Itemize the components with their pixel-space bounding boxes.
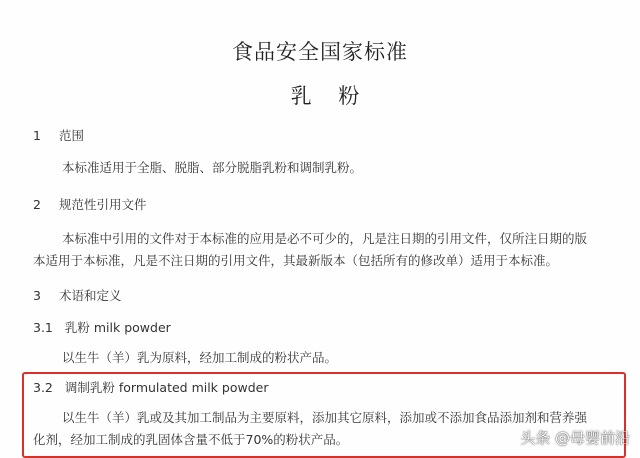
section-3-2-heading [33, 378, 268, 396]
section-1-heading [33, 126, 84, 144]
section-2-number: 2 [33, 197, 41, 212]
section-3-2-body-line-2: 化剂，经加工制成的乳固体含量不低于70%的粉状产品。 [33, 432, 349, 447]
section-3-1-heading [33, 318, 171, 336]
document-title: 食品安全国家标准 [232, 40, 408, 64]
section-3-1-title: 乳粉 milk powder [64, 320, 171, 335]
section-3-1-body: 以生牛（羊）乳为原料，经加工制成的粉状产品。 [62, 350, 338, 365]
section-3-2-number: 3.2 [33, 380, 53, 395]
section-2-body-line-1: 本标准中引用的文件对于本标准的应用是必不可少的，凡是注日期的引用文件，仅所注日期的版 [62, 231, 588, 246]
section-3-1-number: 3.1 [33, 320, 53, 335]
document-subtitle: 乳 粉 [290, 84, 370, 108]
section-2-title: 规范性引用文件 [59, 197, 147, 212]
section-3-number: 3 [33, 288, 41, 303]
section-1-body: 本标准适用于全脂、脱脂、部分脱脂乳粉和调制乳粉。 [62, 160, 363, 175]
section-3-2-title: 调制乳粉 formulated milk powder [64, 380, 269, 395]
section-2-heading [33, 195, 147, 213]
section-1-number: 1 [33, 128, 41, 143]
section-2-body-line-2: 本适用于本标准，凡是不注日期的引用文件，其最新版本（包括所有的修改单）适用于本标准。 [33, 253, 559, 268]
section-3-title: 术语和定义 [59, 288, 122, 303]
section-1-title: 范围 [59, 128, 85, 143]
section-3-heading [33, 286, 122, 304]
section-3-2-body-line-1: 以生牛（羊）乳或及其加工制品为主要原料，添加其它原料，添加或不添加食品添加剂和营养强 [62, 410, 588, 425]
watermark: 头条 @母婴前沿 [520, 429, 630, 447]
